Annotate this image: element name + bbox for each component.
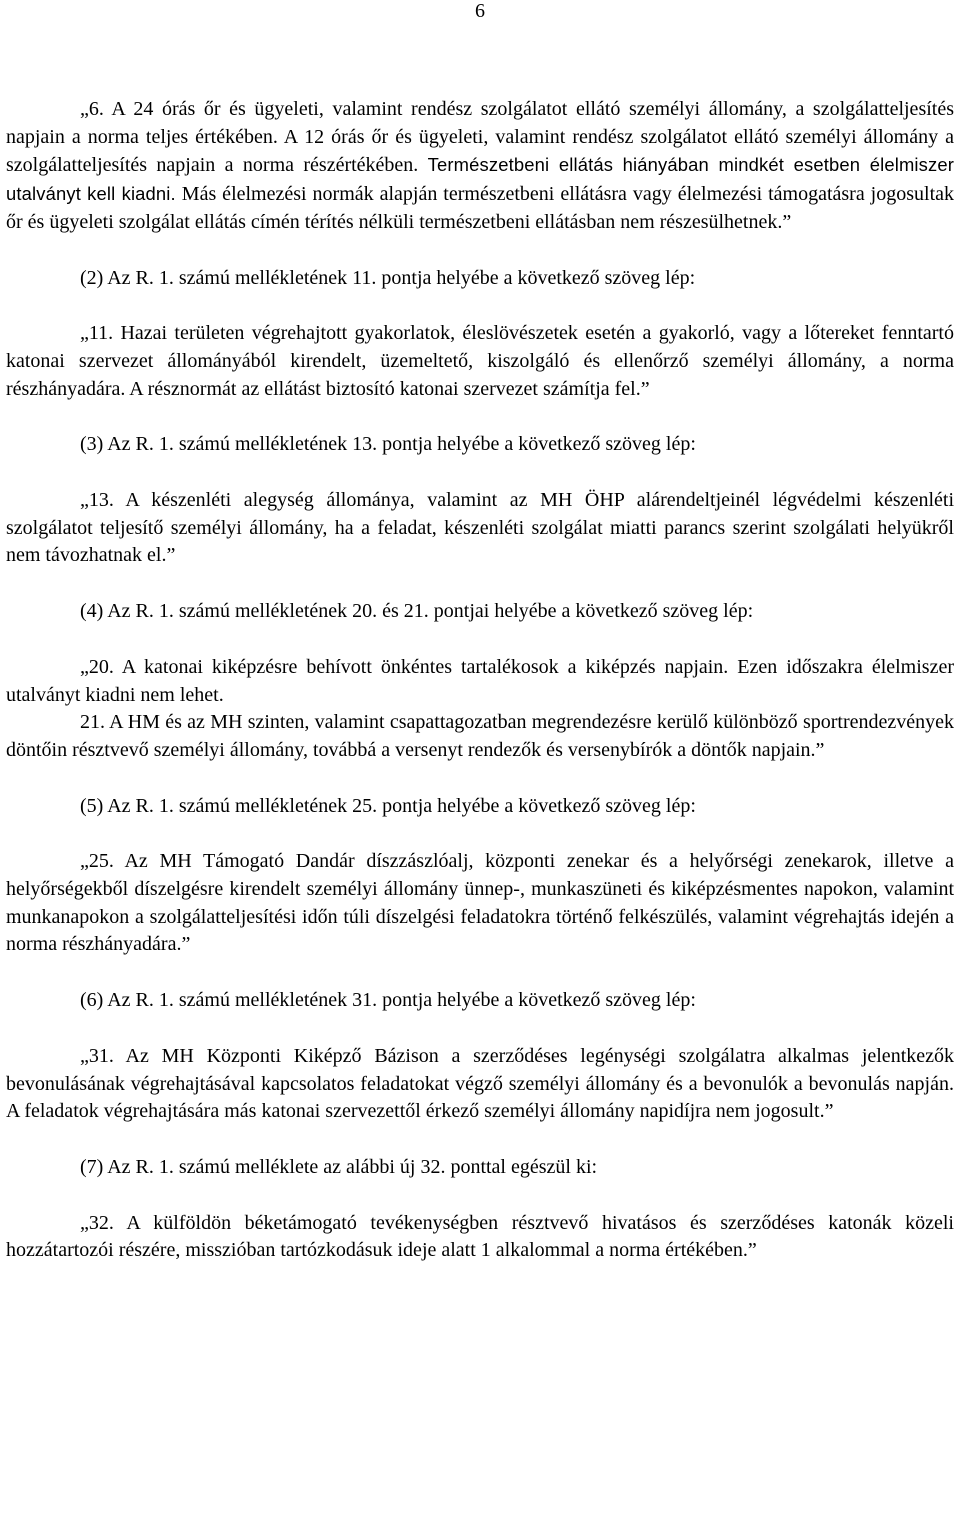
page-number: 6 <box>475 0 485 22</box>
amendment-2: (2) Az R. 1. számú mellékletének 11. pontja helyébe a következő szöveg lép: <box>80 266 696 289</box>
point-6-text-b: Természetbeni ellátás hiányában mindkét esetben élelmiszer utalványt kell kiadni. <box>6 154 954 205</box>
document-body <box>6 96 954 1265</box>
quote-point-25: „25. Az MH Támogató Dandár díszzászlóalj, központi zenekar és a helyőrségi zenekarok, illetve a helyőrségekből díszelgésre kirendelt személyi állomány ünnep-, munkaszüneti és kiképzésmentes napokon, valamint munkanapokon a szolgálatteljesítési időn túli díszelgési feladatokra történő felkészülés, valamint végrehajtás idején a norma részhányadára.” <box>6 850 954 956</box>
point-6-text-c: Más élelmezési normák alapján természetbeni ellátásra vagy élelmezési támogatásra jogosultak őr és ügyeleti szolgálat ellátás címén térítés nélküli természetbeni ellátásban nem részesülhetnek.” <box>6 183 955 233</box>
point-6-text-a: „6. A 24 órás őr és ügyeleti, valamint rendész szolgálatot ellátó személyi állomány, a szolgálatteljesítés napjain a norma teljes értékében. A 12 órás őr és ügyeleti, valamint rendész szolgálatot ellátó személyi állomány a szolgálatteljesítés napjain a norma részértékében. <box>6 98 954 177</box>
quote-point-13: „13. A készenléti alegység állománya, valamint az MH ÖHP alárendeltjeinél légvédelmi készenléti szolgálatot teljesítő személyi állomány, ha a feladat, készenléti szolgálat miatti parancs szerint szolgálati helyükről nem távozhatnak el.” <box>6 489 954 567</box>
quote-point-6 <box>6 96 954 237</box>
quote-point-21: 21. A HM és az MH szinten, valamint csapattagozatban megrendezésre kerülő különböző sportrendezvények döntőin résztvevő személyi állomány, továbbá a versenyt rendezők és versenybírók a döntők napjain.” <box>6 711 954 761</box>
amendment-7: (7) Az R. 1. számú melléklete az alábbi új 32. ponttal egészül ki: <box>80 1155 598 1178</box>
quote-point-31: „31. Az MH Központi Kiképző Bázison a szerződéses legénységi szolgálatra alkalmas jelentkezők bevonulásának végrehajtásával kapcsolatos feladatokat végző személyi állomány és a bevonulók a bevonulás napján. A feladatok végrehajtására más katonai szervezettől érkező személyi állomány napidíjra nem jogosult.” <box>6 1044 954 1123</box>
amendment-6: (6) Az R. 1. számú mellékletének 31. pontja helyébe a következő szöveg lép: <box>80 989 696 1012</box>
amendment-3: (3) Az R. 1. számú mellékletének 13. pontja helyébe a következő szöveg lép: <box>80 433 696 456</box>
quote-point-32: „32. A külföldön béketámogató tevékenységben résztvevő hivatásos és szerződéses katonák közeli hozzátartozói részére, misszióban tartózkodásuk ideje alatt 1 alkalommal a norma értékében.” <box>6 1211 954 1262</box>
quote-point-11: „11. Hazai területen végrehajtott gyakorlatok, éleslövészetek esetén a gyakorló, vagy a lőtereket fenntartó katonai szervezet állományából kirendelt, üzemeltető, kiszolgáló és ellenőrző személyi állomány, a norma részhányadára. A résznormát az ellátást biztosító katonai szervezet számítja fel.” <box>6 322 954 400</box>
quote-point-20: „20. A katonai kiképzésre behívott önkéntes tartalékosok a kiképzés napjain. Ezen időszakra élelmiszer utalványt kiadni nem lehet. <box>6 655 954 706</box>
amendment-5: (5) Az R. 1. számú mellékletének 25. pontja helyébe a következő szöveg lép: <box>80 794 696 817</box>
amendment-4: (4) Az R. 1. számú mellékletének 20. és 21. pontjai helyébe a következő szöveg lép: <box>80 600 754 623</box>
